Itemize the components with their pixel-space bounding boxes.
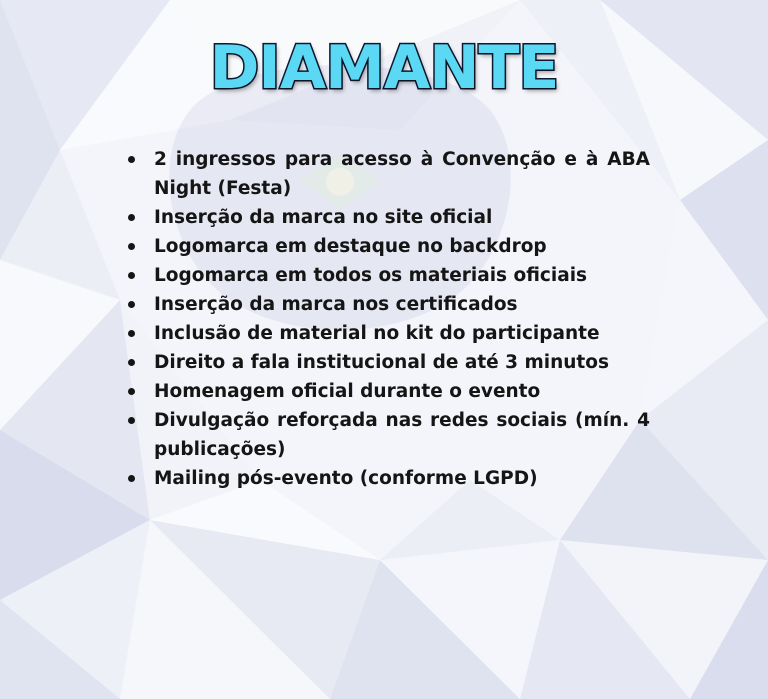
list-item: Logomarca em todos os materiais oficiais — [126, 261, 650, 290]
list-item: Inclusão de material no kit do participante — [126, 319, 650, 348]
list-item: Direito a fala institucional de até 3 minutos — [126, 348, 650, 377]
list-item: Logomarca em destaque no backdrop — [126, 232, 650, 261]
page-title: DIAMANTE — [209, 33, 559, 103]
list-item: 2 ingressos para acesso à Convenção e à ABA Night (Festa) — [126, 145, 650, 203]
list-item: Mailing pós-evento (conforme LGPD) — [126, 464, 650, 493]
list-item: Inserção da marca no site oficial — [126, 203, 650, 232]
benefits-list — [126, 145, 650, 493]
list-item: Divulgação reforçada nas redes sociais (mín. 4 publicações) — [126, 406, 650, 464]
list-item: Homenagem oficial durante o evento — [126, 377, 650, 406]
list-item: Inserção da marca nos certificados — [126, 290, 650, 319]
